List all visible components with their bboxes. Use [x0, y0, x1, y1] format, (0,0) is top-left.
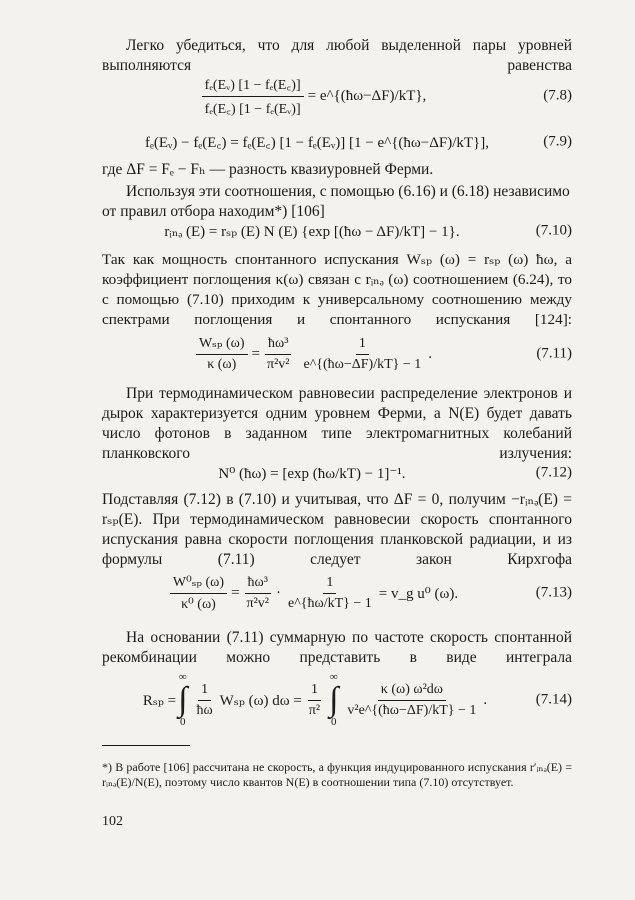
eq78-fraction	[202, 75, 304, 118]
eq79-body: fₑ(Eᵥ) − fₑ(E꜀) = fₑ(E꜀) [1 − fₑ(Eᵥ)] [1 − e^{(ħω−ΔF)/kT}],	[145, 135, 489, 151]
eq79-number: (7.9)	[543, 133, 572, 150]
paragraph-spontaneous-power-text: Так как мощность спонтанного испускания Wₛₚ (ω) = rₛₚ (ω) ħω, а коэффициент поглощения κ(ω) связан с rᵢₙₔ (ω) соотношением (6.24), то с помощью (7.10) приходим к универсальному соотношению между спектрами поглощения и спонтанного испускания [124]:	[102, 251, 572, 328]
paragraph-spontaneous-power	[102, 250, 572, 330]
equation-7-11: $\frac{\text{Wₛₚ (ω)}}{\kappa (\omega)}$ = $\frac{\text{ħω³}}{\text{π²v²}}$ $\frac{1}{e\^{}\{(ħ\omega-\Delta F)/kT\} - 1}$ . (7.11)	[102, 328, 572, 380]
paragraph-equilibrium-text: При термодинамическом равновесии распределение электронов и дырок характеризуется одним уровнем Ферми, а N(E) будет давать число фотонов в заданном типе электромагнитных колебаний планковского излучения:	[102, 385, 572, 462]
paragraph-equilibrium	[102, 384, 572, 464]
eq713-frac-w0-kappa0: $\frac{\text{W⁰ₛₚ (ω)}}{\text{κ⁰ (ω)}}$	[170, 574, 227, 613]
paragraph-kirchhoff-text: Подставляя (7.12) в (7.10) и учитывая, что ΔF = 0, получим −rᵢₙₔ(E) = rₛₚ(E). При термодинамическом равновесии скорость спонтанного испускания равна скорости поглощения планковской радиации, и из формулы (7.11) следует закон Кирхгофа	[102, 491, 572, 568]
eq714-mid: Wₛₚ (ω) dω =	[219, 692, 302, 709]
footnote-text: *) В работе [106] рассчитана не скорость, а функция индуцированного испускания r′ᵢₙₔ(E) = rᵢₙₔ(E)/N(E), поэтому число квантов N(E) в соотношении типа (7.10) отсутствует.	[102, 760, 572, 789]
eq78-rhs: = e^{(ħω−ΔF)/kT},	[307, 87, 427, 104]
eq714-frac-kappa: $\frac{\text{κ (ω) ω²dω}}{\text{v²e\textasciicircum{}\{(ħω−ΔF)/kT\} − 1}}$	[347, 681, 477, 718]
eq711-number: (7.11)	[536, 345, 572, 362]
eq78-numerator: fₑ(Eᵥ) [1 − fₑ(E꜀)]	[202, 75, 304, 97]
eq78-number: (7.8)	[543, 87, 572, 104]
integral-sign-2: ∞ ∫ 0	[329, 671, 339, 728]
paragraph-kirchhoff	[102, 490, 572, 570]
eq710-body: rᵢₙₔ (E) = rₛₚ (E) N (E) {exp [(ħω − ΔF)/kT] − 1}.	[164, 223, 460, 240]
eq711-frac-exp: $\frac{1}{e\^{}\{(ħ\omega-\Delta F)/kT\} - 1}$	[303, 335, 422, 372]
eq714-lhs: Rₛₚ =	[142, 692, 177, 709]
eq714-number: (7.14)	[535, 691, 572, 708]
equation-7-8	[102, 74, 572, 118]
eq710-number: (7.10)	[535, 222, 572, 239]
paragraph-intro	[102, 36, 572, 76]
eq713-frac-exp: $\frac{1}{e\^{}\{ħ\omega/kT\} - 1}$	[288, 574, 372, 611]
eq712-number: (7.12)	[535, 464, 572, 481]
eq711-frac-w-kappa: $\frac{\text{Wₛₚ (ω)}}{\kappa (\omega)}$	[196, 335, 248, 373]
paragraph-using-relations-text: Используя эти соотношения, с помощью (6.16) и (6.18) независимо от правил отбора находим*) [106]	[102, 183, 570, 220]
paragraph-quasi-fermi	[102, 160, 572, 180]
equation-7-10	[102, 214, 572, 248]
eq713-rhs: = v_g u⁰ (ω).	[378, 585, 459, 602]
paragraph-quasi-fermi-text: где ΔF = Fₑ − Fₕ — разность квазиуровней Ферми.	[102, 161, 434, 178]
paragraph-intro-text: Легко убедиться, что для любой выделенной пары уровней выполняются равенства	[102, 37, 572, 74]
equation-7-12	[102, 458, 572, 488]
paragraph-integral	[102, 628, 572, 668]
eq712-body: N⁰ (ħω) = [exp (ħω/kT) − 1]⁻¹.	[218, 465, 406, 482]
paragraph-integral-text: На основании (7.11) суммарную по частоте скорость спонтанной рекомбинации можно представить в виде интеграла	[102, 629, 572, 666]
equation-7-14: Rₛₚ = ∞ ∫ 0 $\frac{1}{ħ\omega}$ Wₛₚ (ω) dω = $\frac{1}{\text{π²}}$ ∞ ∫ 0 $\frac{\text{κ (ω) ω²dω}}{\text{v²e\textasciicircum{}\{(ħω−ΔF)/kT\} − 1}}$ . (7.14)	[142, 671, 572, 728]
equation-7-13: $\frac{\text{W⁰ₛₚ (ω)}}{\text{κ⁰ (ω)}}$ = $\frac{\text{ħω³}}{\text{π²v²}}$ · $\frac{1}{e\^{}\{ħ\omega/kT\} - 1}$ = v_g u⁰ (ω). (7.13)	[102, 568, 572, 618]
eq78-denominator: fₑ(E꜀) [1 − fₑ(Eᵥ)]	[204, 101, 301, 117]
footnote	[102, 760, 572, 790]
eq711-frac-hw3: $\frac{\text{ħω³}}{\text{π²v²}}$	[267, 335, 290, 372]
eq713-number: (7.13)	[535, 584, 572, 601]
equation-7-9	[102, 122, 572, 162]
eq714-frac-1-hw: $\frac{1}{ħ\omega}$	[196, 681, 213, 718]
eq713-frac-hw3: $\frac{\text{ħω³}}{\text{π²v²}}$	[246, 574, 269, 611]
eq714-frac-1-pi2: $\frac{1}{\text{π²}}$	[308, 681, 321, 718]
integral-sign-1: ∞ ∫ 0	[178, 671, 188, 728]
footnote-rule	[102, 745, 190, 746]
page-number: 102	[102, 814, 123, 829]
